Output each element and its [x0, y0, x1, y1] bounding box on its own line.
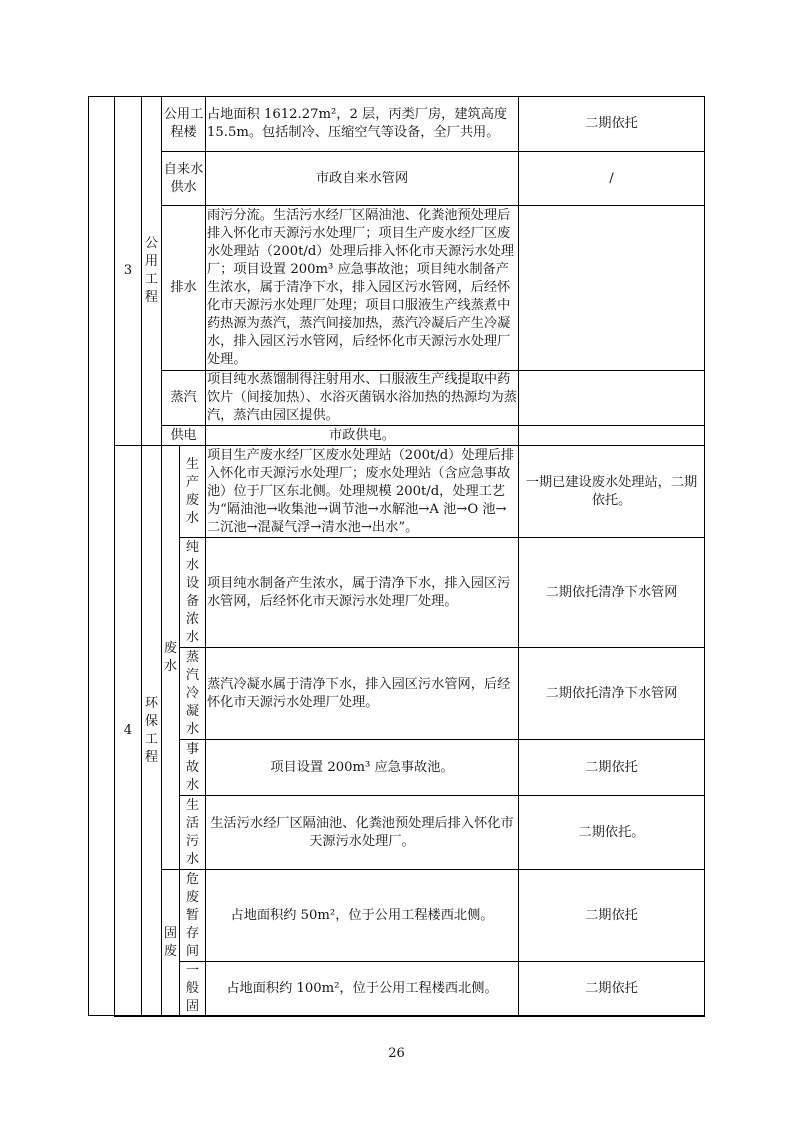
item-name: 供电	[162, 426, 206, 446]
item-content: 蒸汽冷凝水属于清净下水，排入园区污水管网，后经怀化市天源污水处理厂处理。	[206, 648, 519, 740]
table-row	[115, 962, 705, 1017]
item-content: 项目设置 200m³ 应急事故池。	[206, 740, 519, 796]
item-name: 生活污水	[180, 796, 206, 870]
item-content: 占地面积约 50m²，位于公用工程楼西北侧。	[206, 870, 519, 962]
table-row	[115, 538, 705, 648]
item-content: 生活污水经厂区隔油池、化粪池预处理后排入怀化市天源污水处理厂。	[206, 796, 519, 870]
item-remark: 一期已建设废水处理站，二期依托。	[519, 446, 705, 538]
item-content: 占地面积约 100m²，位于公用工程楼西北侧。	[206, 962, 519, 1017]
item-name: 纯水设备浓水	[180, 538, 206, 648]
item-content: 项目纯水蒸馏制得注射用水、口服液生产线提取中药饮片（间接加热）、水浴灭菌锅水浴加热的热源均为蒸汽，蒸汽由园区提供。	[206, 371, 519, 426]
table-row	[115, 796, 705, 870]
project-composition-table	[114, 96, 705, 1017]
item-remark: 二期依托	[519, 740, 705, 796]
table-row	[115, 97, 705, 152]
table-row	[115, 446, 705, 538]
item-remark: /	[519, 152, 705, 206]
table-row	[115, 740, 705, 796]
item-name: 事故水	[180, 740, 206, 796]
table-row	[115, 152, 705, 206]
table-row	[115, 648, 705, 740]
item-content: 占地面积 1612.27m²，2 层，丙类厂房，建筑高度 15.5m。包括制冷、压缩空气等设备，全厂共用。	[206, 97, 519, 152]
item-name: 公用工程楼	[162, 97, 206, 152]
item-name: 生产废水	[180, 446, 206, 538]
item-content: 项目生产废水经厂区废水处理站（200t/d）处理后排入怀化市天源污水处理厂；废水处理站（含应急事故池）位于厂区东北侧。处理规模 200t/d，处理工艺为“隔油池→收集池→调节池→水解池→A 池→O 池→二沉池→混凝气浮→清水池→出水”。	[206, 446, 519, 538]
item-name: 蒸汽	[162, 371, 206, 426]
subcategory-label: 废水	[162, 446, 180, 870]
section-number: 4	[115, 446, 142, 1017]
item-remark: 二期依托。	[519, 796, 705, 870]
item-remark: 二期依托	[519, 97, 705, 152]
subcategory-label: 固废	[162, 870, 180, 1017]
item-remark: 二期依托	[519, 870, 705, 962]
item-content: 项目纯水制备产生浓水，属于清净下水，排入园区污水管网，后经怀化市天源污水处理厂处理。	[206, 538, 519, 648]
item-content: 市政供电。	[206, 426, 519, 446]
item-remark: 二期依托	[519, 962, 705, 1017]
item-remark	[519, 371, 705, 426]
table-row	[115, 426, 705, 446]
item-remark: 二期依托清净下水管网	[519, 538, 705, 648]
section-number: 3	[115, 97, 142, 446]
item-content: 雨污分流。生活污水经厂区隔油池、化粪池预处理后排入怀化市天源污水处理厂；项目生产废水经厂区废水处理站（200t/d）处理后排入怀化市天源污水处理厂；项目设置 200m³ 应急事故池；项目纯水制备产生浓水，属于清净下水，排入园区污水管网，后经怀化市天源污水处理厂处理；项目口服液生产线蒸煮中药热源为蒸汽，蒸汽间接加热，蒸汽冷凝后产生冷凝水，排入园区污水管网，后经怀化市天源污水处理厂处理。	[206, 206, 519, 371]
item-content: 市政自来水管网	[206, 152, 519, 206]
table-row	[115, 206, 705, 371]
page-number: 26	[388, 1046, 405, 1061]
item-remark	[519, 206, 705, 371]
item-name: 一般固	[180, 962, 206, 1017]
item-remark: 二期依托清净下水管网	[519, 648, 705, 740]
item-name: 排水	[162, 206, 206, 371]
item-remark	[519, 426, 705, 446]
section-category: 环保工程	[142, 446, 162, 1017]
table-row	[115, 870, 705, 962]
section-category: 公用工程	[142, 97, 162, 446]
item-name: 自来水供水	[162, 152, 206, 206]
table-row	[115, 371, 705, 426]
item-name: 危废暂存间	[180, 870, 206, 962]
item-name: 蒸汽冷凝水	[180, 648, 206, 740]
